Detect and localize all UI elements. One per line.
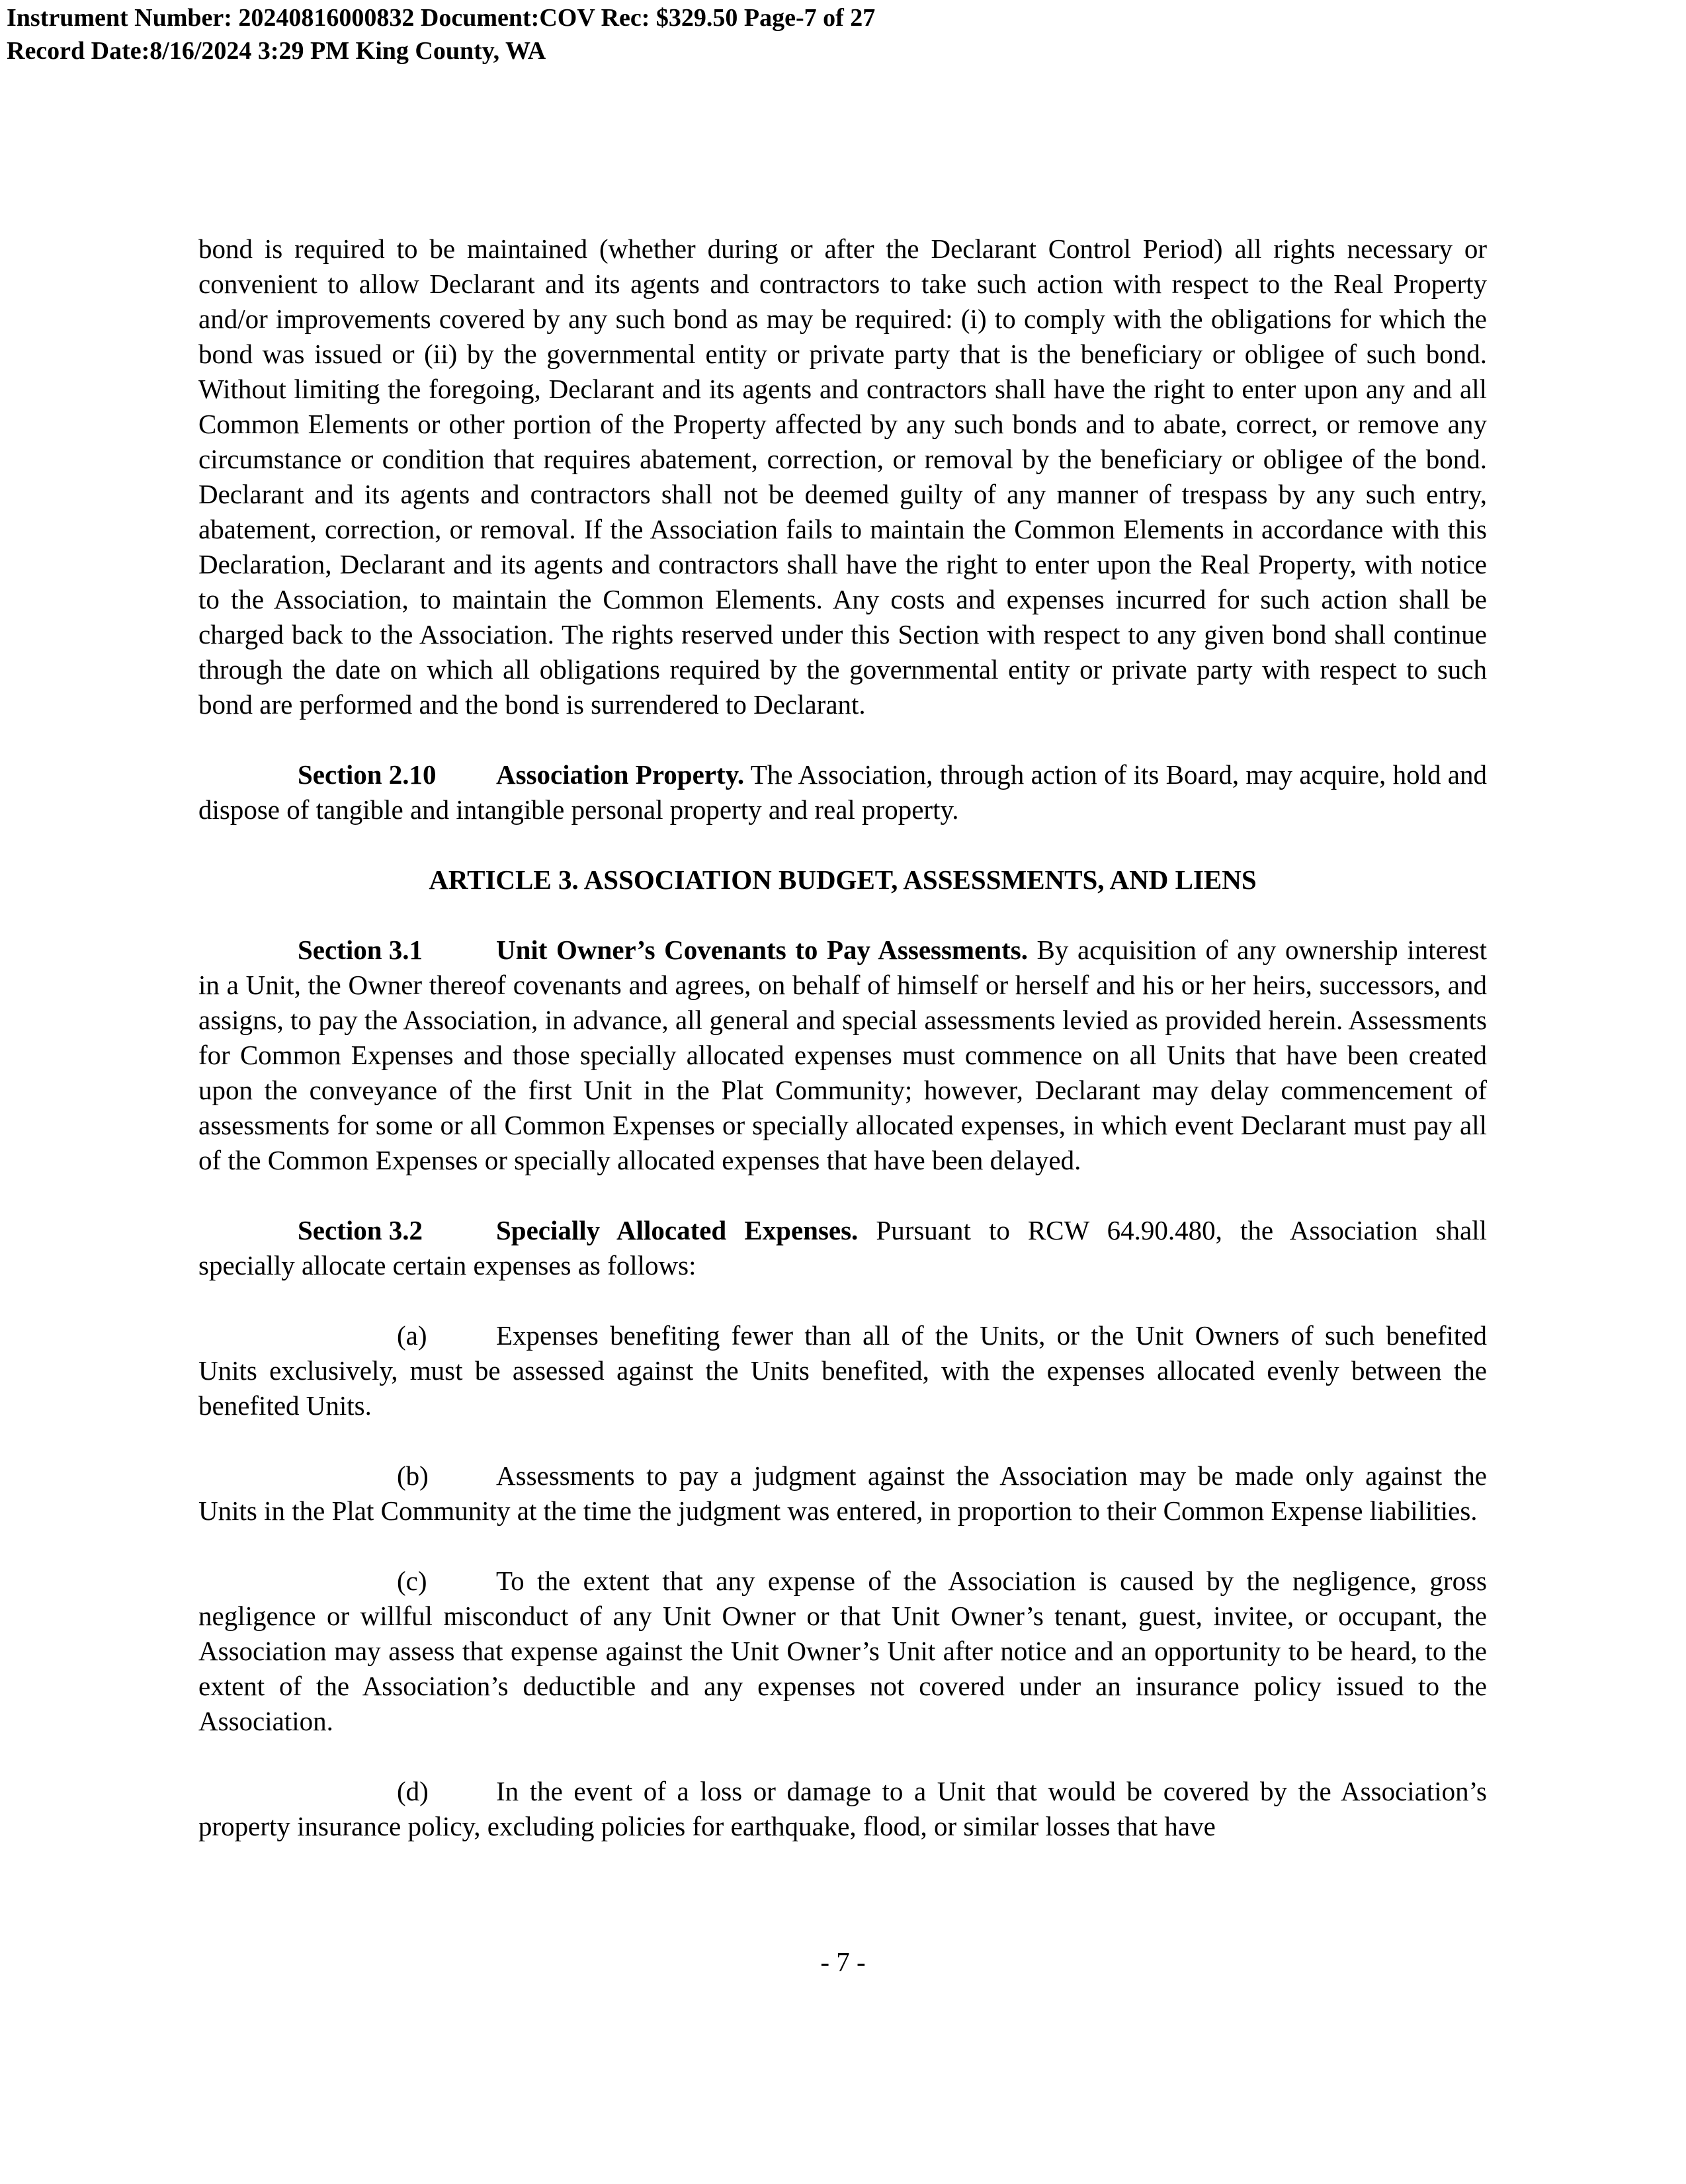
page-number: - 7 - bbox=[820, 1947, 866, 1977]
document-body bbox=[198, 231, 1487, 1844]
section-number: Section 3.2 bbox=[298, 1215, 423, 1245]
subsection-text: In the event of a loss or damage to a Unit that would be covered by the Association’s property insurance policy, excluding policies for earthquake, flood, or similar losses that have bbox=[198, 1776, 1487, 1841]
section-3-2 bbox=[198, 1213, 1487, 1283]
recording-stamp bbox=[7, 1, 1131, 67]
stamp-instrument-line: Instrument Number: 20240816000832 Document:COV Rec: $329.50 Page-7 of 27 bbox=[7, 4, 876, 32]
intro-paragraph: bond is required to be maintained (whether during or after the Declarant Control Period) all rights necessary or convenient to allow Declarant and its agents and contractors to take such action with respect to the Real Property and/or improvements covered by any such bond as may be required: (i) to comply with the obligations for which the bond was issued or (ii) by the governmental entity or private party that is the beneficiary or obligee of such bond. Without limiting the foregoing, Declarant and its agents and contractors shall have the right to enter upon any and all Common Elements or other portion of the Property affected by any such bonds and to abate, correct, or remove any circumstance or condition that requires abatement, correction, or removal by the beneficiary or obligee of the bond. Declarant and its agents and contractors shall not be deemed guilty of any manner of trespass by any such entry, abatement, correction, or removal. If the Association fails to maintain the Common Elements in accordance with this Declaration, Declarant and its agents and contractors shall have the right to enter upon the Real Property, with notice to the Association, to maintain the Common Elements. Any costs and expenses incurred for such action shall be charged back to the Association. The rights reserved under this Section with respect to any given bond shall continue through the date on which all obligations required by the governmental entity or private party with respect to such bond are performed and the bond is surrendered to Declarant. bbox=[198, 233, 1487, 720]
subsection-c bbox=[198, 1564, 1487, 1739]
subsection-text: To the extent that any expense of the Association is caused by the negligence, gross negligence or willful misconduct of any Unit Owner or that Unit Owner’s tenant, guest, invitee, or occupant, the Association may assess that expense against the Unit Owner’s Unit after notice and an opportunity to be heard, to the extent of the Association’s deductible and any expenses not covered under an insurance policy issued to the Association. bbox=[198, 1566, 1487, 1736]
section-3-1 bbox=[198, 933, 1487, 1178]
subsection-label: (d) bbox=[397, 1776, 429, 1806]
stamp-record-date-line: Record Date:8/16/2024 3:29 PM King County, WA bbox=[7, 37, 546, 65]
section-title: Unit Owner’s Covenants to Pay Assessments. bbox=[496, 935, 1028, 965]
section-number: Section 3.1 bbox=[298, 935, 423, 965]
section-text: By acquisition of any ownership interest in a Unit, the Owner thereof covenants and agrees, on behalf of himself or herself and his or her heirs, successors, and assigns, to pay the Association, in advance, all general and special assessments levied as provided herein. Assessments for Common Expenses and those specially allocated expenses must commence on all Units that have been created upon the conveyance of the first Unit in the Plat Community; however, Declarant may delay commencement of assessments for some or all Common Expenses or specially allocated expenses, in which event Declarant must pay all of the Common Expenses or specially allocated expenses that have been delayed. bbox=[198, 935, 1487, 1175]
subsection-text: Assessments to pay a judgment against the Association may be made only against the Units in the Plat Community at the time the judgment was entered, in proportion to their Common Expense liabilities. bbox=[198, 1460, 1487, 1526]
section-title: Specially Allocated Expenses. bbox=[496, 1215, 859, 1245]
subsection-a bbox=[198, 1318, 1487, 1423]
subsection-text: Expenses benefiting fewer than all of the Units, or the Unit Owners of such benefited Units exclusively, must be assessed against the Units benefited, with the expenses allocated evenly between the benefited Units. bbox=[198, 1320, 1487, 1421]
section-title: Association Property. bbox=[496, 759, 745, 790]
subsection-label: (c) bbox=[397, 1566, 427, 1596]
subsection-d bbox=[198, 1774, 1487, 1844]
section-text: Pursuant to RCW 64.90.480, the Association shall specially allocate certain expenses as follows: bbox=[198, 1215, 1487, 1281]
subsection-label: (a) bbox=[397, 1320, 427, 1351]
article-3-heading: ARTICLE 3. ASSOCIATION BUDGET, ASSESSMENTS, AND LIENS bbox=[429, 864, 1257, 895]
section-text: The Association, through action of its Board, may acquire, hold and dispose of tangible and intangible personal property and real property. bbox=[198, 759, 1487, 825]
subsection-b bbox=[198, 1458, 1487, 1529]
section-2-10 bbox=[198, 757, 1487, 827]
subsection-label: (b) bbox=[397, 1460, 429, 1491]
section-number: Section 2.10 bbox=[298, 759, 437, 790]
